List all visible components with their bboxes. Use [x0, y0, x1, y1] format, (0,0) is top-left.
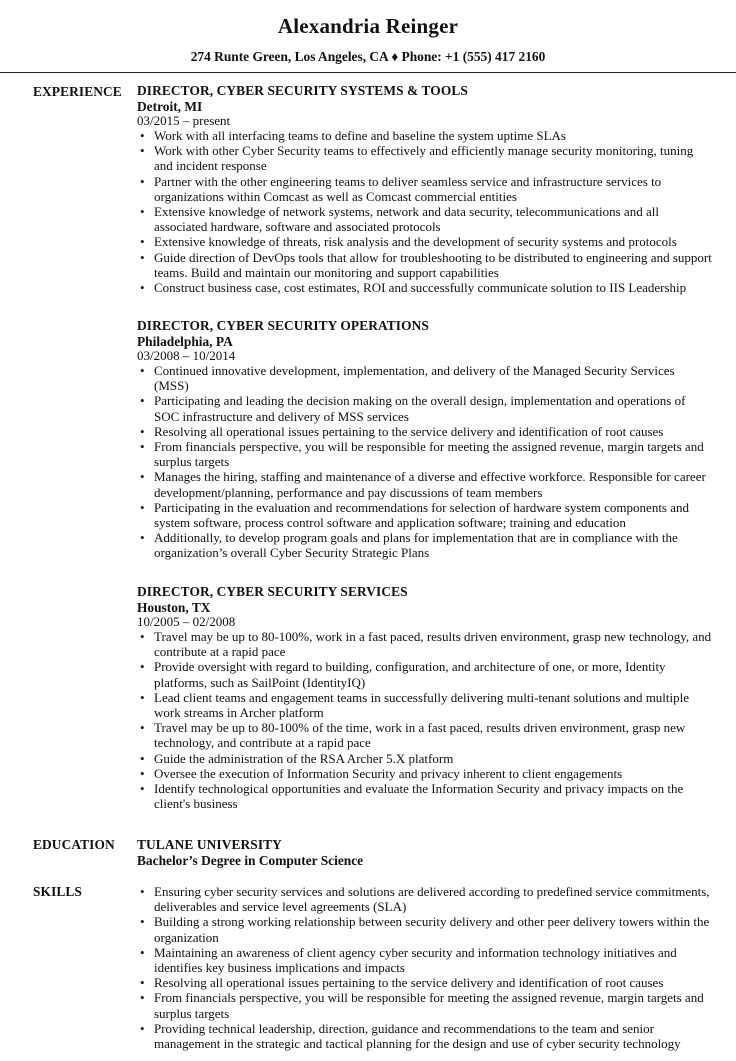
bullet-item: • From financials perspective, you will be responsible for meeting the assigned revenue, margin targets and surplus targets — [137, 439, 712, 469]
section-label-experience: EXPERIENCE — [33, 84, 122, 99]
bullet-item: • Guide direction of DevOps tools that allow for troubleshooting to be distributed to engineering and support teams. Build and maintain our monitoring and support capabilities — [137, 250, 712, 280]
section-label-education: EDUCATION — [33, 837, 115, 852]
job-title: DIRECTOR, CYBER SECURITY OPERATIONS — [137, 318, 429, 333]
job-bullets — [137, 629, 712, 811]
skill-item: • Maintaining an awareness of client agency cyber security and information technology initiatives and identifies key business implications and impacts — [137, 945, 712, 975]
job-location: Philadelphia, PA — [137, 334, 233, 349]
bullet-item: • Work with all interfacing teams to define and baseline the system uptime SLAs — [137, 128, 712, 143]
bullet-item: • Lead client teams and engagement teams in successfully delivering multi-tenant solutions and multiple work streams in Archer platform — [137, 690, 712, 720]
bullet-item: • Manages the hiring, staffing and maintenance of a diverse and effective workforce. Responsible for career development/planning, performance and pay discussions of team members — [137, 469, 712, 499]
bullet-item: • Additionally, to develop program goals and plans for implementation that are in compliance with the organization’s overall Cyber Security Strategic Plans — [137, 530, 712, 560]
section-label-skills: SKILLS — [33, 884, 82, 899]
job-dates: 03/2008 – 10/2014 — [137, 348, 236, 363]
job-entry — [137, 83, 712, 295]
job-title: DIRECTOR, CYBER SECURITY SERVICES — [137, 584, 408, 599]
skill-item: • Building a strong working relationship between security delivery and other peer delivery towers within the organization — [137, 914, 712, 944]
bullet-item: • Participating in the evaluation and recommendations for selection of hardware system components and system software, process control software and application software; training and education — [137, 500, 712, 530]
job-entry — [137, 584, 712, 811]
bullet-item: • Identify technological opportunities and evaluate the Information Security and privacy impacts on the client's business — [137, 781, 712, 811]
bullet-item: • Participating and leading the decision making on the overall design, implementation and operations of SOC infrastructure and delivery of MSS services — [137, 393, 712, 423]
job-bullets — [137, 128, 712, 295]
bullet-item: • Work with other Cyber Security teams to effectively and efficiently manage security monitoring, tuning and incident response — [137, 143, 712, 173]
bullet-item: • Provide oversight with regard to building, configuration, and architecture of one, or more, Identity platforms, such as SailPoint (IdentityIQ) — [137, 659, 712, 689]
job-location: Houston, TX — [137, 600, 211, 615]
school-name: TULANE UNIVERSITY — [137, 837, 282, 852]
header-divider — [0, 72, 736, 73]
degree: Bachelor’s Degree in Computer Science — [137, 853, 364, 868]
bullet-item: • Construct business case, cost estimates, ROI and successfully communicate solution to IIS Leadership — [137, 280, 712, 295]
job-bullets — [137, 363, 712, 561]
education-entry — [137, 837, 712, 869]
bullet-item: • Travel may be up to 80-100%, work in a fast paced, results driven environment, grasp new technology, and contribute at a rapid pace — [137, 629, 712, 659]
skills-entry — [137, 884, 712, 1051]
bullet-item: • Extensive knowledge of network systems, network and data security, telecommunications and all associated hardware, software and associated protocols — [137, 204, 712, 234]
candidate-name: Alexandria Reinger — [277, 14, 459, 38]
bullet-item: • Resolving all operational issues pertaining to the service delivery and identification of root causes — [137, 424, 712, 439]
skill-item: • From financials perspective, you will be responsible for meeting the assigned revenue, margin targets and surplus targets — [137, 990, 712, 1020]
skill-item: • Providing technical leadership, direction, guidance and recommendations to the team and senior management in the strategic and tactical planning for the design and use of cyber security technology — [137, 1021, 712, 1051]
job-dates: 10/2005 – 02/2008 — [137, 614, 236, 629]
job-location: Detroit, MI — [137, 99, 203, 114]
job-entry — [137, 318, 712, 561]
bullet-item: • Extensive knowledge of threats, risk analysis and the development of security systems and protocols — [137, 234, 712, 249]
skills-list — [137, 884, 712, 1051]
job-dates: 03/2015 – present — [137, 113, 231, 128]
job-title: DIRECTOR, CYBER SECURITY SYSTEMS & TOOLS — [137, 83, 468, 98]
bullet-item: • Oversee the execution of Information Security and privacy inherent to client engagements — [137, 766, 712, 781]
bullet-item: • Guide the administration of the RSA Archer 5.X platform — [137, 751, 712, 766]
contact-line: 274 Runte Green, Los Angeles, CA ♦ Phone: +1 (555) 417 2160 — [190, 49, 546, 64]
skill-item: • Ensuring cyber security services and solutions are delivered according to predefined service commitments, deliverables and service level agreements (SLA) — [137, 884, 712, 914]
bullet-item: • Continued innovative development, implementation, and delivery of the Managed Security Services (MSS) — [137, 363, 712, 393]
bullet-item: • Travel may be up to 80-100% of the time, work in a fast paced, results driven environment, grasp new technology, and contribute at a rapid pace — [137, 720, 712, 750]
skill-item: • Resolving all operational issues pertaining to the service delivery and identification of root causes — [137, 975, 712, 990]
bullet-item: • Partner with the other engineering teams to deliver seamless service and infrastructure services to organizations within Comcast as well as Comcast commercial entities — [137, 174, 712, 204]
